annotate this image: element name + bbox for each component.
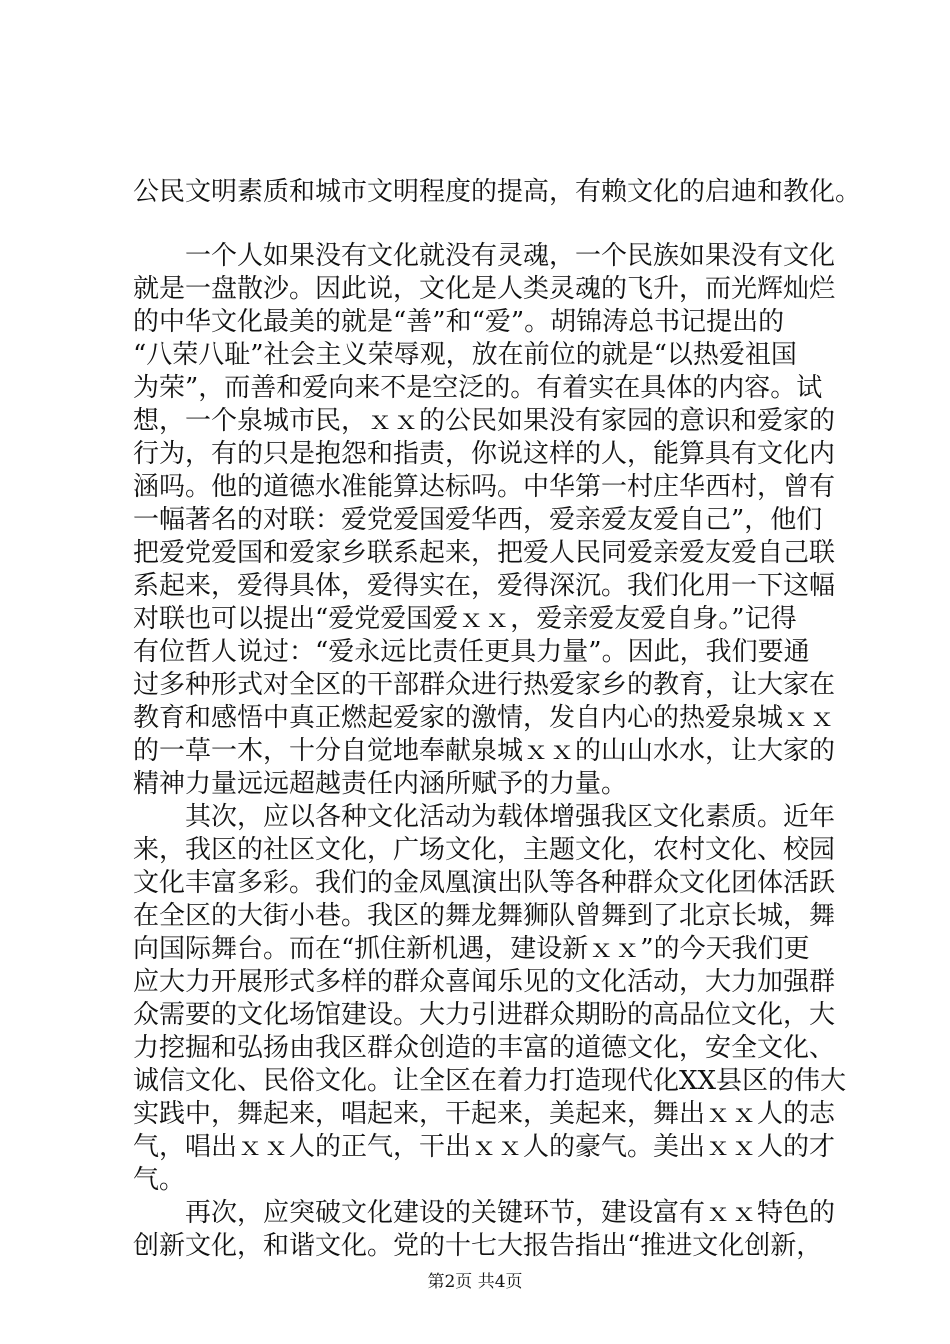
text-line: 文化丰富多彩。我们的金凤凰演出队等各种群众文化团体活跃: [133, 868, 836, 898]
text-line: 教育和感悟中真正燃起爱家的激情，发自内心的热爱泉城ｘｘ: [133, 703, 836, 733]
text-line: 气。: [133, 1165, 186, 1195]
text-line: 诚信文化、民俗文化。让全区在着力打造现代化XX县区的伟大: [133, 1066, 847, 1096]
text-line: 涵吗。他的道德水准能算达标吗。中华第一村庄华西村，曾有: [133, 472, 836, 502]
text-line: 对联也可以提出“爱党爱国爱ｘｘ，爱亲爱友爱自身。”记得: [133, 604, 797, 634]
text-line: 众需要的文化场馆建设。大力引进群众期盼的高品位文化，大: [133, 1000, 836, 1030]
text-line: 向国际舞台。而在“抓住新机遇，建设新ｘｘ”的今天我们更: [133, 934, 810, 964]
text-line: 实践中，舞起来，唱起来，干起来，美起来，舞出ｘｘ人的志: [133, 1099, 836, 1129]
text-line: 行为，有的只是抱怨和指责，你说这样的人，能算具有文化内: [133, 439, 836, 469]
text-line: 系起来，爱得具体，爱得实在，爱得深沉。我们化用一下这幅: [133, 571, 836, 601]
text-line: 来，我区的社区文化，广场文化，主题文化，农村文化、校园: [133, 835, 836, 865]
text-line: 力挖掘和弘扬由我区群众创造的丰富的道德文化，安全文化、: [133, 1033, 836, 1063]
text-line: 一个人如果没有文化就没有灵魂，一个民族如果没有文化: [133, 241, 836, 271]
text-line: 再次，应突破文化建设的关键环节，建设富有ｘｘ特色的: [133, 1198, 836, 1228]
text-line: 创新文化，和谐文化。党的十七大报告指出“推进文化创新，: [133, 1231, 823, 1261]
text-line: 在全区的大街小巷。我区的舞龙舞狮队曾舞到了北京长城，舞: [133, 901, 836, 931]
text-line: “八荣八耻”社会主义荣辱观，放在前位的就是“以热爱祖国: [133, 340, 797, 370]
text-line: 为荣”，而善和爱向来不是空泛的。有着实在具体的内容。试: [133, 373, 823, 403]
text-line: 有位哲人说过：“爱永远比责任更具力量”。因此，我们要通: [133, 637, 810, 667]
text-line: 就是一盘散沙。因此说，文化是人类灵魂的飞升，而光辉灿烂: [133, 274, 836, 304]
text-line: 的中华文化最美的就是“善”和“爱”。胡锦涛总书记提出的: [133, 307, 785, 337]
text-line: 应大力开展形式多样的群众喜闻乐见的文化活动，大力加强群: [133, 967, 836, 997]
text-line: 把爱党爱国和爱家乡联系起来，把爱人民同爱亲爱友爱自己联: [133, 538, 836, 568]
page-number-footer: 第2页 共4页: [427, 1272, 523, 1292]
text-line: 精神力量远远超越责任内涵所赋予的力量。: [133, 769, 628, 799]
text-line: 其次，应以各种文化活动为载体增强我区文化素质。近年: [133, 802, 836, 832]
text-line: 气，唱出ｘｘ人的正气，干出ｘｘ人的豪气。美出ｘｘ人的才: [133, 1132, 836, 1162]
text-line: 一幅著名的对联：爱党爱国爱华西，爱亲爱友爱自己”，他们: [133, 505, 823, 535]
text-line: 公民文明素质和城市文明程度的提高，有赖文化的启迪和教化。: [133, 177, 862, 207]
text-line: 想，一个泉城市民，ｘｘ的公民如果没有家园的意识和爱家的: [133, 406, 836, 436]
text-line: 的一草一木，十分自觉地奉献泉城ｘｘ的山山水水，让大家的: [133, 736, 836, 766]
text-line: 过多种形式对全区的干部群众进行热爱家乡的教育，让大家在: [133, 670, 836, 700]
